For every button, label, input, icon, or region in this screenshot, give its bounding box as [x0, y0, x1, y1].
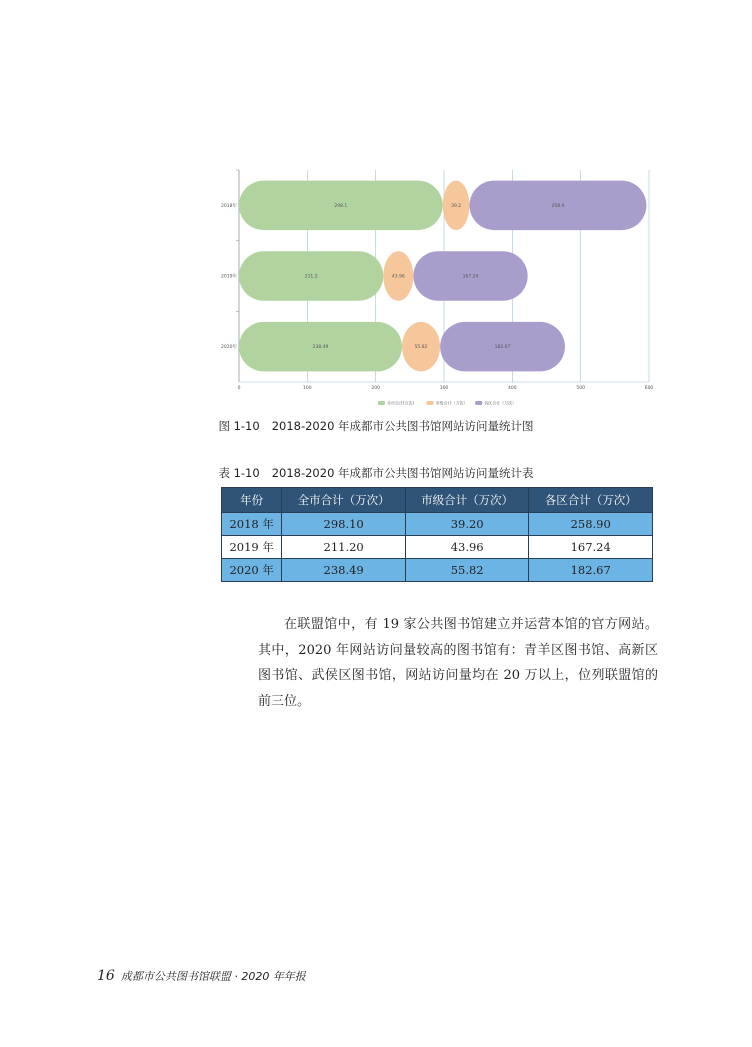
body-paragraph: [258, 612, 658, 714]
table-cell: 39.20: [405, 513, 529, 536]
bar-data-label: 55.82: [414, 345, 428, 351]
table-cell: 167.24: [529, 536, 653, 559]
stats-table: [221, 487, 653, 582]
table-cell: 211.20: [282, 536, 406, 559]
y-tick-label: 2018年: [221, 203, 237, 209]
table-cell: 43.96: [405, 536, 529, 559]
table-header-cell: 市级合计（万次）: [405, 488, 529, 513]
bar-data-label: 167.24: [462, 274, 479, 280]
chart: [218, 166, 658, 412]
x-tick-label: 200: [371, 386, 380, 391]
bar-data-label: 238.49: [312, 345, 329, 351]
bar-data-label: 258.9: [551, 203, 565, 209]
table-caption: [0, 465, 752, 481]
y-tick-label: 2019年: [221, 274, 237, 280]
legend-swatch: [378, 401, 385, 405]
table-cell: 298.10: [282, 513, 406, 536]
bar-data-label: 211.2: [304, 274, 318, 280]
x-tick-label: 0: [237, 386, 241, 391]
legend-swatch: [475, 401, 482, 405]
table-cell: 2020 年: [222, 559, 282, 582]
table-header-cell: 全市合计（万次）: [282, 488, 406, 513]
table-cell: 238.49: [282, 559, 406, 582]
chart-svg: [218, 166, 658, 412]
table-header-row: [222, 488, 653, 513]
y-tick-label: 2020年: [221, 345, 237, 351]
body-paragraph-text: 在联盟馆中，有 19 家公共图书馆建立并运营本馆的官方网站。其中，2020 年网站访问量较高的图书馆有：青羊区图书馆、高新区图书馆、武侯区图书馆，网站访问量均在 20 万以上，位列联盟馆的前三位。: [258, 617, 658, 709]
bar-data-label: 182.67: [494, 345, 511, 351]
table-row: [222, 513, 653, 536]
page-number: 16: [97, 968, 115, 984]
bar-data-label: 298.1: [334, 203, 348, 209]
bar-data-label: 39.2: [451, 203, 462, 209]
legend-label: 全市合计(万次): [387, 400, 415, 406]
figure-caption-text: 2018-2020 年成都市公共图书馆网站访问量统计图: [271, 419, 534, 433]
table-row: [222, 559, 653, 582]
table-cell: 2019 年: [222, 536, 282, 559]
table-header-cell: 年份: [222, 488, 282, 513]
x-tick-label: 400: [508, 386, 517, 391]
legend-swatch: [427, 401, 434, 405]
table-cell: 2018 年: [222, 513, 282, 536]
table-cell: 55.82: [405, 559, 529, 582]
x-tick-label: 300: [439, 386, 449, 391]
figure-caption: [0, 418, 752, 434]
x-tick-label: 500: [576, 386, 585, 391]
table-cell: 258.90: [529, 513, 653, 536]
table-row: [222, 536, 653, 559]
x-tick-label: 100: [303, 386, 312, 391]
page-footer: [97, 968, 306, 984]
table-cell: 182.67: [529, 559, 653, 582]
table-caption-text: 2018-2020 年成都市公共图书馆网站访问量统计表: [271, 466, 534, 480]
legend-label: 各区合计（万次）: [484, 400, 517, 406]
table-header-cell: 各区合计（万次）: [529, 488, 653, 513]
footer-title: 成都市公共图书馆联盟 · 2020 年年报: [120, 970, 306, 983]
table-caption-number: 表 1-10: [218, 466, 260, 480]
legend-label: 市级合计（万次）: [435, 400, 468, 406]
x-tick-label: 600: [644, 386, 654, 391]
figure-caption-number: 图 1-10: [218, 419, 260, 433]
bar-data-label: 43.96: [391, 274, 405, 280]
